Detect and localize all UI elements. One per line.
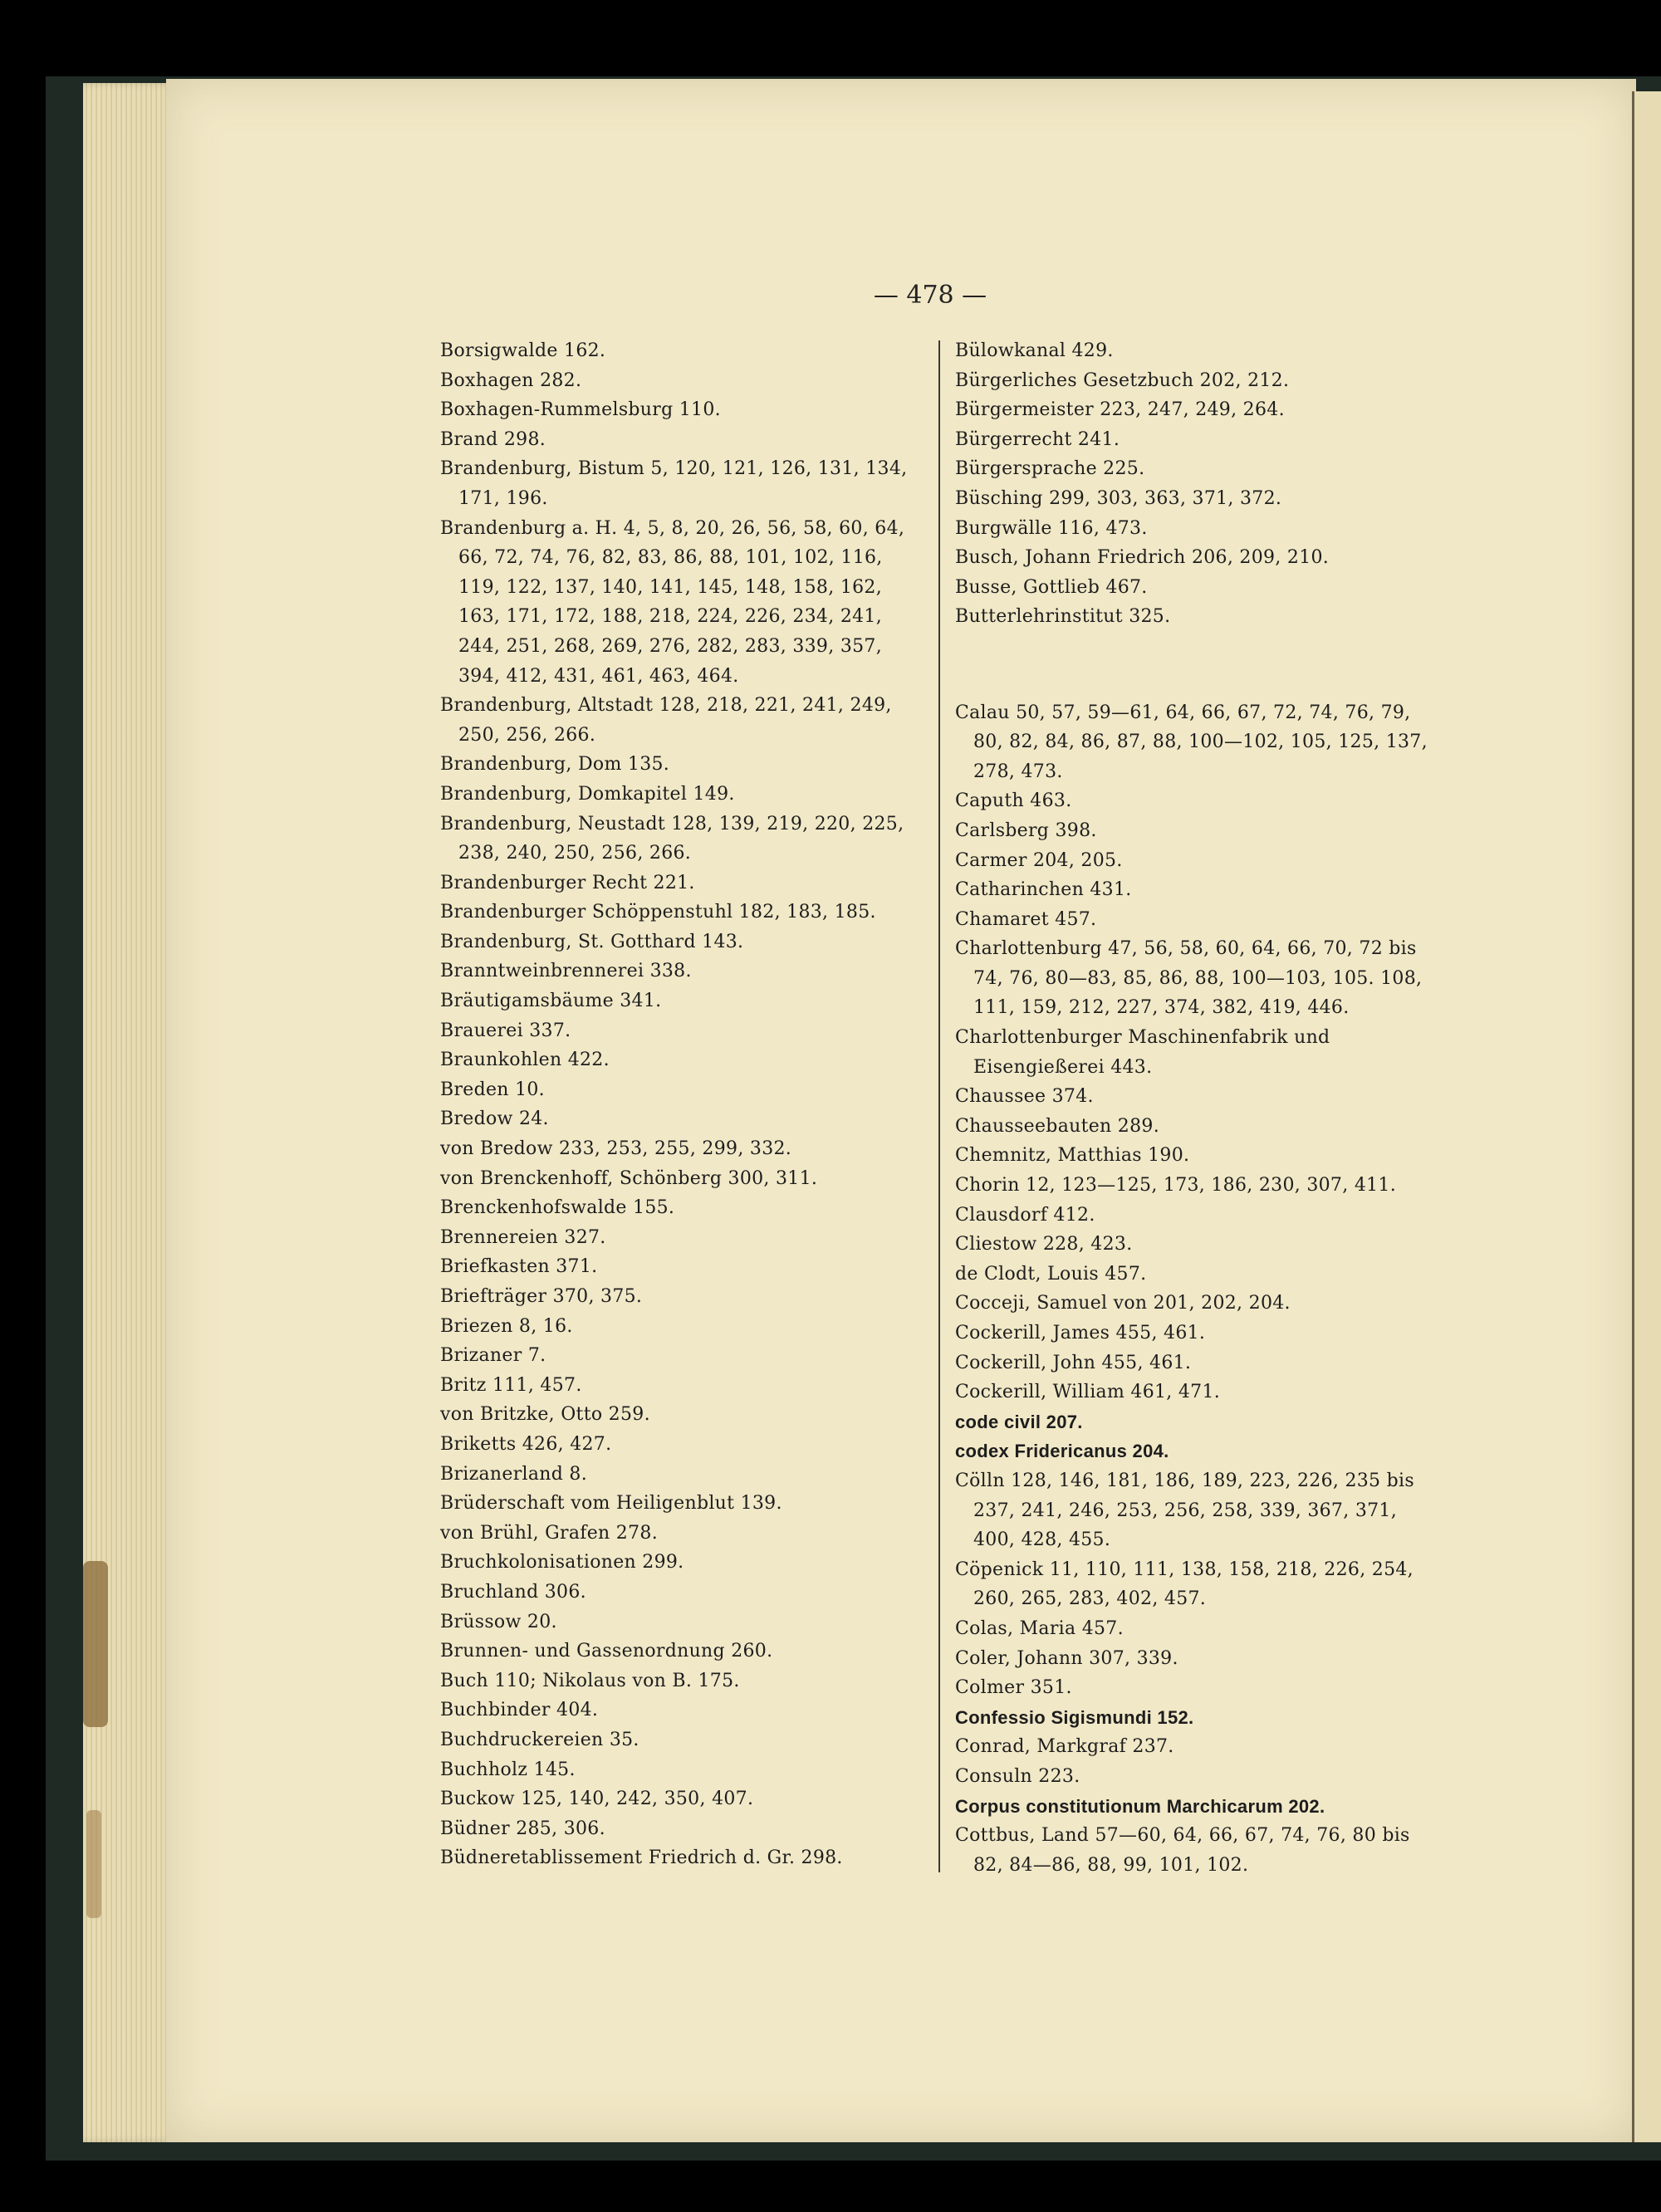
section-gap (955, 650, 1428, 680)
index-entry: Brandenburg, St. Gotthard 143. (440, 931, 744, 952)
index-entry: Brandenburg, Neustadt 128, 139, 219, 220, 225, 238, 240, 250, 256, 266. (440, 813, 904, 864)
index-entry: Branntweinbrennerei 338. (440, 961, 692, 982)
index-entry: Buchbinder 404. (440, 1700, 599, 1721)
index-entry: Charlottenburger Maschinenfabrik und Eisengießerei 443. (955, 1027, 1330, 1078)
index-entry: Cliestow 228, 423. (955, 1234, 1133, 1255)
index-entry: Brandenburg, Dom 135. (440, 754, 670, 776)
index-entry: von Brühl, Grafen 278. (440, 1522, 658, 1544)
page-edge-stain (83, 1561, 108, 1727)
index-entry: Cöpenick 11, 110, 111, 138, 158, 218, 226, 254, 260, 265, 283, 402, 457. (955, 1559, 1414, 1610)
index-entry: Brizaner 7. (440, 1345, 546, 1367)
index-entry: Brand 298. (440, 428, 546, 450)
index-entry: Clausdorf 412. (955, 1204, 1095, 1226)
index-entry: Cölln 128, 146, 181, 186, 189, 223, 226, 235 bis 237, 241, 246, 253, 256, 258, 339, 367, 371, 400, 428, 455. (955, 1470, 1414, 1551)
index-entry: Briezen 8, 16. (440, 1315, 573, 1337)
index-entry: Busse, Gottlieb 467. (955, 576, 1148, 598)
index-entry: Cockerill, John 455, 461. (955, 1352, 1192, 1373)
index-entry: Buchdruckereien 35. (440, 1729, 639, 1750)
index-entry: Carlsberg 398. (955, 820, 1097, 841)
index-entry: Chamaret 457. (955, 908, 1097, 930)
index-entry: Brandenburger Schöppenstuhl 182, 183, 185. (440, 902, 876, 923)
index-entry: Briefträger 370, 375. (440, 1286, 643, 1307)
index-entry: Buchholz 145. (440, 1759, 576, 1780)
index-entry: Bürgerliches Gesetzbuch 202, 212. (955, 369, 1290, 391)
index-entry: Chausseebauten 289. (955, 1115, 1159, 1137)
index-entry: Bürgersprache 225. (955, 458, 1145, 480)
index-entry: Corpus constitutionum Marchicarum 202. (955, 1795, 1325, 1817)
index-entry: Bredow 24. (440, 1108, 549, 1130)
index-entry: Brandenburg a. H. 4, 5, 8, 20, 26, 56, 58, 60, 64, 66, 72, 74, 76, 82, 83, 86, 88, 101, 102, 116, 119, 122, 137, 140, 141, 145, 148, 158, 162, 163, 171, 172, 188, 218, 224, 226, 234, 241, 244, 251, 268, 269, 276, 282, 283, 339, 357, 394, 412, 431, 461, 463, 464. (440, 517, 905, 687)
index-entry: von Bredow 233, 253, 255, 299, 332. (440, 1138, 792, 1160)
index-entry: Burgwälle 116, 473. (955, 517, 1148, 539)
facing-page-edge (1632, 91, 1661, 2142)
index-entry: Confessio Sigismundi 152. (955, 1706, 1194, 1728)
index-entry: Boxhagen 282. (440, 369, 582, 391)
index-entry: Bürgerrecht 241. (955, 428, 1120, 450)
index-entry: Boxhagen-Rummelsburg 110. (440, 399, 721, 421)
index-entry: Consuln 223. (955, 1765, 1080, 1787)
index-entry: Chemnitz, Matthias 190. (955, 1145, 1190, 1167)
index-entry: Büdner 285, 306. (440, 1818, 605, 1839)
index-entry: Bräutigamsbäume 341. (440, 991, 662, 1012)
index-entry: Brüderschaft vom Heiligenblut 139. (440, 1493, 782, 1515)
index-entry: Cockerill, James 455, 461. (955, 1323, 1206, 1343)
index-entry: Cocceji, Samuel von 201, 202, 204. (955, 1293, 1291, 1314)
index-entry: Carmer 204, 205. (955, 849, 1123, 871)
index-entry: Brandenburg, Altstadt 128, 218, 221, 241, 249, 250, 256, 266. (440, 695, 892, 746)
index-entry: codex Fridericanus 204. (955, 1441, 1169, 1462)
index-entry: Briketts 426, 427. (440, 1433, 612, 1455)
index-entry: Brandenburg, Bistum 5, 120, 121, 126, 131, 134, 171, 196. (440, 458, 908, 509)
index-entry: von Britzke, Otto 259. (440, 1404, 650, 1426)
index-entry: Braunkohlen 422. (440, 1050, 610, 1071)
index-entry: Calau 50, 57, 59—61, 64, 66, 67, 72, 74, 76, 79, 80, 82, 84, 86, 87, 88, 100—102, 105, 125, 137, 278, 473. (955, 702, 1428, 782)
index-entry: Busch, Johann Friedrich 206, 209, 210. (955, 547, 1330, 569)
index-entry: Brandenburger Recht 221. (440, 872, 695, 893)
index-entry: code civil 207. (955, 1411, 1083, 1432)
index-entry: Cockerill, William 461, 471. (955, 1382, 1221, 1403)
index-entry: Caputh 463. (955, 790, 1072, 812)
page-number: — 478 — (873, 281, 987, 310)
index-entry: Buch 110; Nikolaus von B. 175. (440, 1670, 740, 1691)
index-entry: von Brenckenhoff, Schönberg 300, 311. (440, 1167, 818, 1189)
index-entry: Brandenburg, Domkapitel 149. (440, 783, 735, 805)
index-entry: Brauerei 337. (440, 1020, 571, 1041)
index-entry: Bruchkolonisationen 299. (440, 1552, 684, 1573)
index-entry: Chorin 12, 123—125, 173, 186, 230, 307, 411. (955, 1175, 1397, 1197)
index-entry: Brenckenhofswalde 155. (440, 1197, 675, 1219)
index-entry: Briefkasten 371. (440, 1256, 598, 1278)
index-entry: Buckow 125, 140, 242, 350, 407. (440, 1789, 754, 1810)
index-entry: Brizanerland 8. (440, 1463, 588, 1485)
index-entry: Chaussee 374. (955, 1086, 1094, 1108)
index-entry: Büdneretablissement Friedrich d. Gr. 298. (440, 1847, 843, 1869)
index-entry: Charlottenburg 47, 56, 58, 60, 64, 66, 70, 72 bis 74, 76, 80—83, 85, 86, 88, 100—103, 105. 108, 111, 159, 212, 227, 374, 382, 419, 446. (955, 938, 1423, 1019)
index-column-left (440, 336, 926, 1873)
index-entry: Bülowkanal 429. (955, 340, 1114, 361)
index-entry: Conrad, Markgraf 237. (955, 1736, 1174, 1758)
index-entry: de Clodt, Louis 457. (955, 1263, 1147, 1285)
index-entry: Brennereien 327. (440, 1226, 606, 1248)
index-entry: Colas, Maria 457. (955, 1617, 1124, 1639)
index-entry: Breden 10. (440, 1079, 545, 1100)
index-entry: Catharinchen 431. (955, 879, 1132, 901)
index-entry: Brunnen- und Gassenordnung 260. (440, 1641, 773, 1662)
index-entry: Butterlehrinstitut 325. (955, 606, 1171, 628)
index-entry: Coler, Johann 307, 339. (955, 1647, 1178, 1669)
page-edge-stain (86, 1810, 101, 1918)
index-entry: Britz 111, 457. (440, 1374, 582, 1396)
index-entry: Colmer 351. (955, 1677, 1072, 1699)
index-entry: Borsigwalde 162. (440, 340, 606, 361)
index-entry: Brüssow 20. (440, 1611, 557, 1632)
column-divider (938, 340, 940, 1872)
index-entry: Büsching 299, 303, 363, 371, 372. (955, 487, 1282, 509)
index-entry: Bruchland 306. (440, 1581, 586, 1603)
index-entry: Bürgermeister 223, 247, 249, 264. (955, 399, 1285, 421)
index-entry: Cottbus, Land 57—60, 64, 66, 67, 74, 76, 80 bis 82, 84—86, 88, 99, 101, 102. (955, 1825, 1410, 1876)
index-column-right (955, 336, 1428, 1880)
